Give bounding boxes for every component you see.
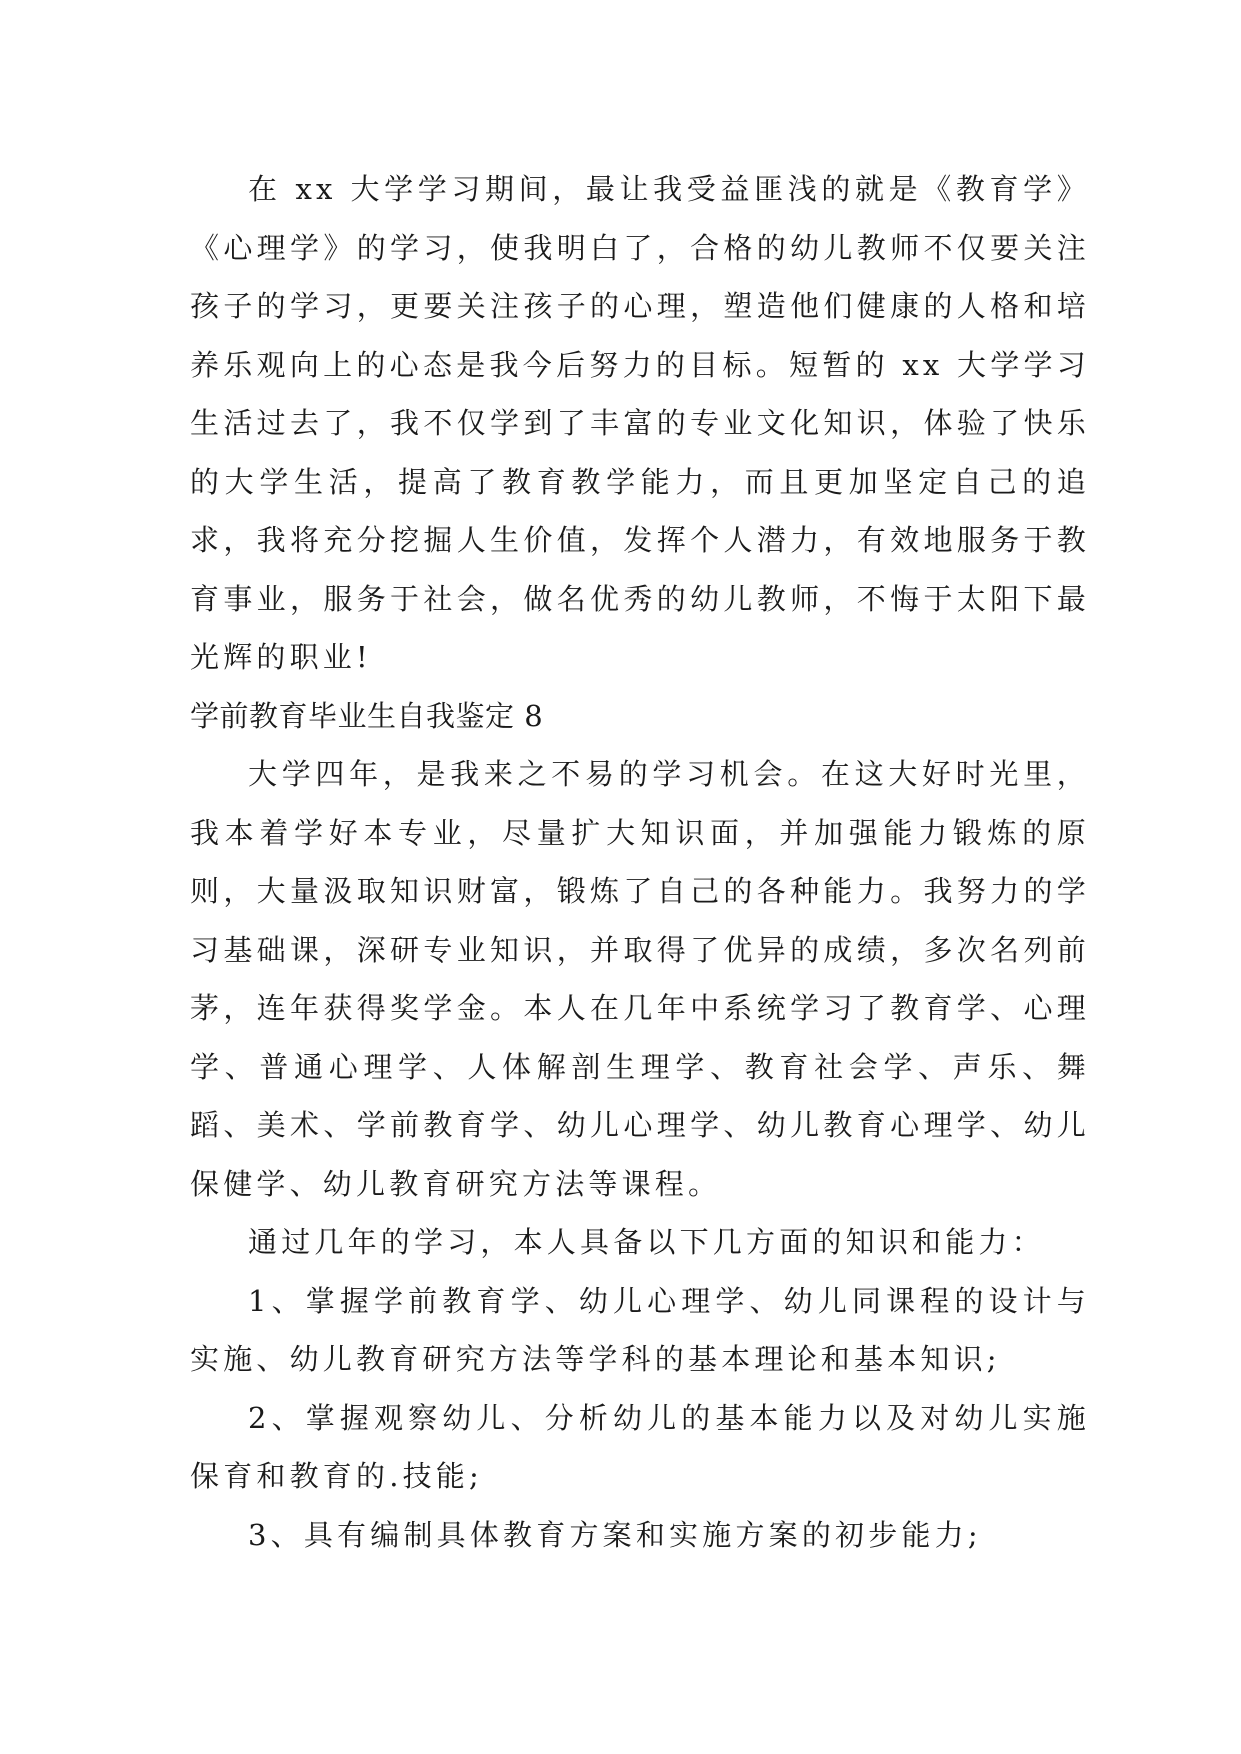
paragraph-abilities-intro: 通过几年的学习，本人具备以下几方面的知识和能力： (248, 1225, 1045, 1259)
section-heading: 学前教育毕业生自我鉴定 8 (190, 698, 544, 733)
list-item-1: 1、掌握学前教育学、幼儿心理学、幼儿同课程的设计与实施、幼儿教育研究方法等学科的基本理论和基本知识; (190, 1283, 1090, 1376)
list-item-2: 2、掌握观察幼儿、分析幼儿的基本能力以及对幼儿实施保育和教育的.技能; (190, 1400, 1090, 1493)
document-body (190, 160, 1090, 1564)
list-item-3: 3、具有编制具体教育方案和实施方案的初步能力; (248, 1517, 982, 1552)
paragraph-four-years: 大学四年，是我来之不易的学习机会。在这大好时光里，我本着学好本专业，尽量扩大知识面，并加强能力锻炼的原则，大量汲取知识财富，锻炼了自己的各种能力。我努力的学习基础课，深研专业知识，并取得了优异的成绩，多次名列前茅，连年获得奖学金。本人在几年中系统学习了教育学、心理学、普通心理学、人体解剖生理学、教育社会学、声乐、舞蹈、美术、学前教育学、幼儿心理学、幼儿教育心理学、幼儿保健学、幼儿教育研究方法等课程。 (190, 757, 1090, 1201)
paragraph-study-reflection: 在 xx 大学学习期间，最让我受益匪浅的就是《教育学》《心理学》的学习，使我明白了，合格的幼儿教师不仅要关注孩子的学习，更要关注孩子的心理，塑造他们健康的人格和培养乐观向上的心态是我今后努力的目标。短暂的 xx 大学学习生活过去了，我不仅学到了丰富的专业文化知识，体验了快乐的大学生活，提高了教育教学能力，而且更加坚定自己的追求，我将充分挖掘人生价值，发挥个人潜力，有效地服务于教育事业，服务于社会，做名优秀的幼儿教师，不悔于太阳下最光辉的职业! (190, 172, 1090, 674)
